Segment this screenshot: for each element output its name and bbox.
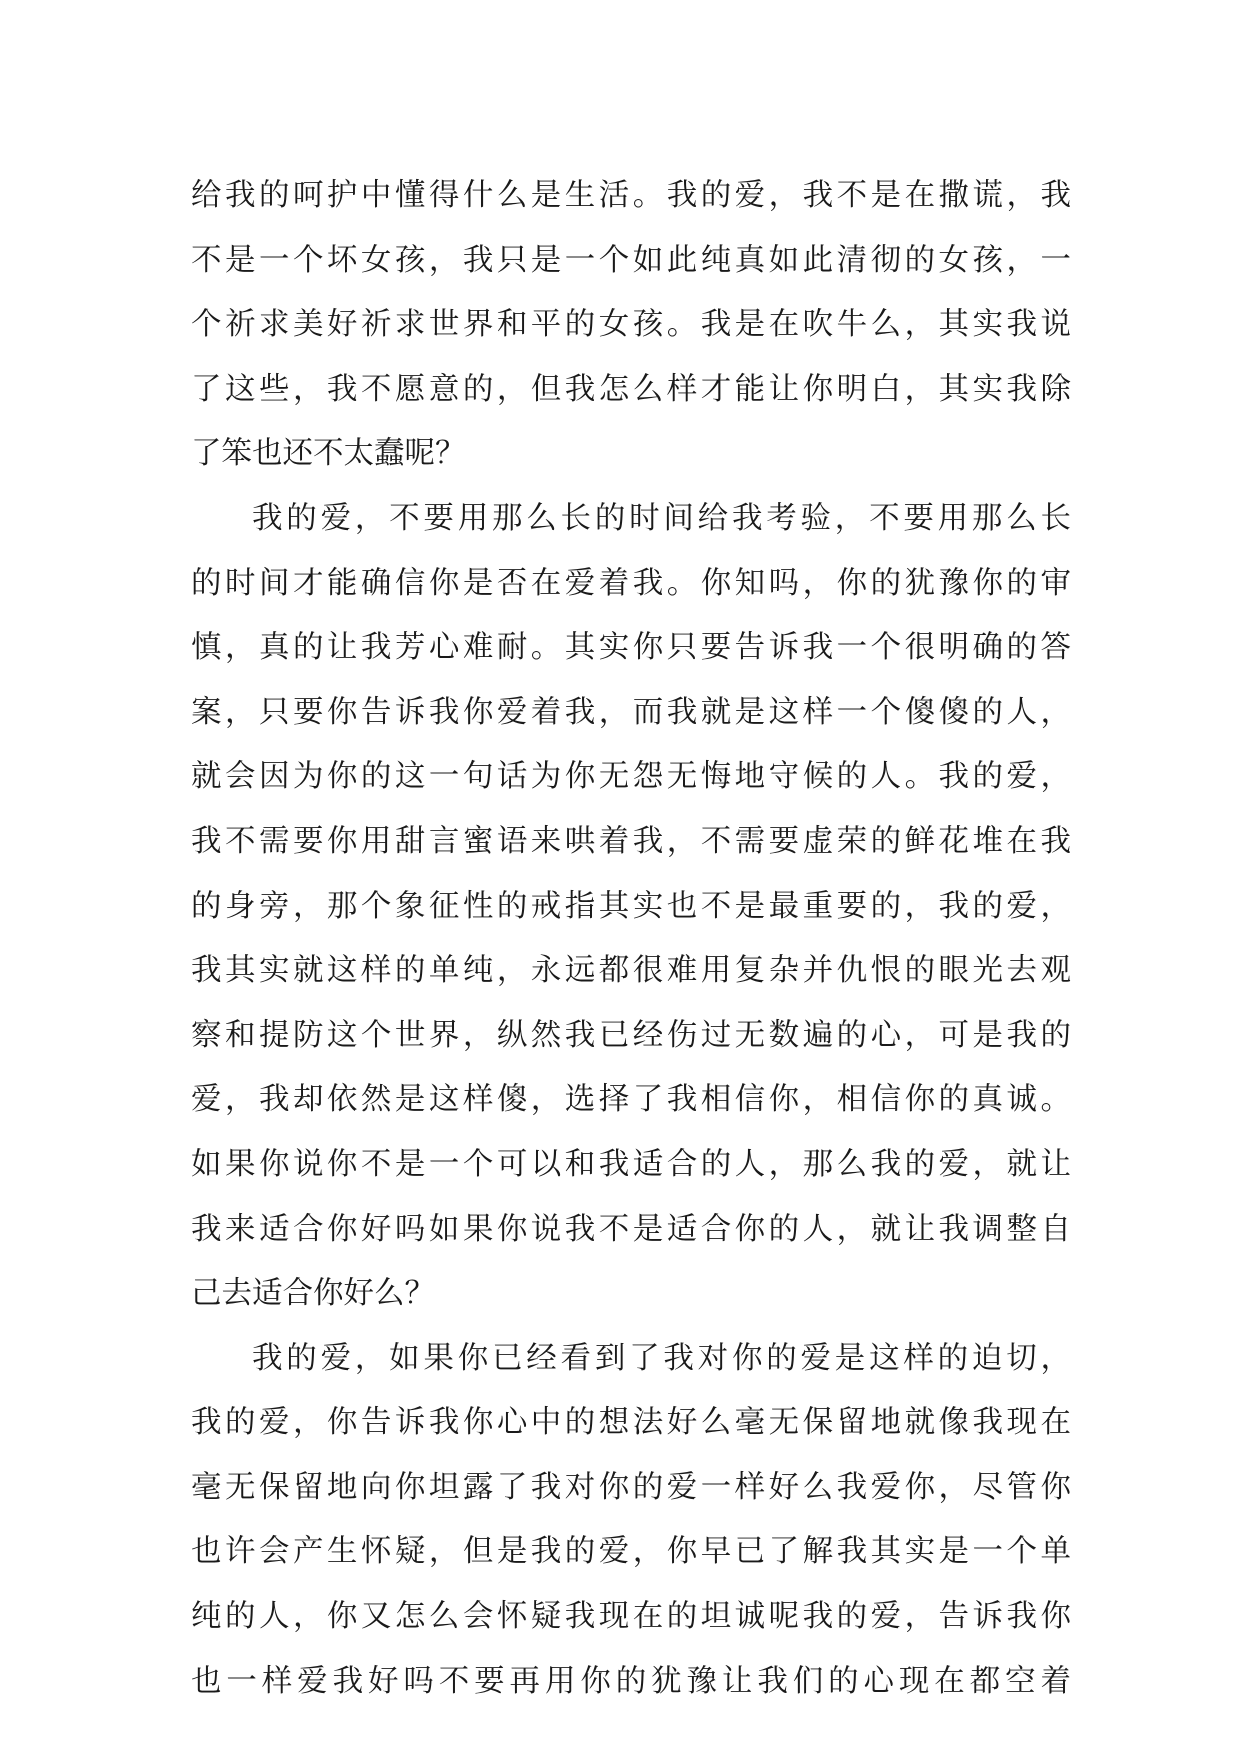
text-line: 了这些，我不愿意的，但我怎么样才能让你明白，其实我除 bbox=[191, 371, 1071, 407]
text-line: 给我的呵护中懂得什么是生活。我的爱，我不是在撒谎，我 bbox=[191, 178, 1071, 213]
text-line: 毫无保留地向你坦露了我对你的爱一样好么我爱你，尽管你 bbox=[191, 1469, 1071, 1505]
text-line: 我来适合你好吗如果你说我不是适合你的人，就让我调整自 bbox=[191, 1211, 1071, 1247]
text-line: 就会因为你的这一句话为你无怨无悔地守候的人。我的爱， bbox=[191, 759, 1071, 795]
body-text bbox=[191, 164, 1071, 1714]
text-line: 慎，真的让我芳心难耐。其实你只要告诉我一个很明确的答 bbox=[191, 630, 1071, 666]
text-line: 了笨也还不太蠢呢？ bbox=[191, 436, 466, 472]
text-line: 我的爱，如果你已经看到了我对你的爱是这样的迫切， bbox=[252, 1340, 1071, 1376]
text-line: 也许会产生怀疑，但是我的爱，你早已了解我其实是一个单 bbox=[191, 1534, 1071, 1570]
text-line: 也一样爱我好吗不要再用你的犹豫让我们的心现在都空着 bbox=[191, 1663, 1071, 1699]
text-line: 察和提防这个世界，纵然我已经伤过无数遍的心，可是我的 bbox=[191, 1017, 1071, 1053]
text-line: 我的爱，不要用那么长的时间给我考验，不要用那么长 bbox=[252, 500, 1071, 536]
text-line: 的身旁，那个象征性的戒指其实也不是最重要的，我的爱， bbox=[191, 888, 1071, 924]
text-line: 己去适合你好么？ bbox=[191, 1276, 435, 1312]
text-line: 个祈求美好祈求世界和平的女孩。我是在吹牛么，其实我说 bbox=[191, 307, 1071, 343]
text-line: 纯的人，你又怎么会怀疑我现在的坦诚呢我的爱，告诉我你 bbox=[191, 1599, 1071, 1635]
text-line: 我的爱，你告诉我你心中的想法好么毫无保留地就像我现在 bbox=[191, 1405, 1071, 1441]
text-line: 我其实就这样的单纯，永远都很难用复杂并仇恨的眼光去观 bbox=[191, 953, 1071, 989]
text-line: 案，只要你告诉我你爱着我，而我就是这样一个傻傻的人， bbox=[191, 694, 1071, 730]
text-line: 如果你说你不是一个可以和我适合的人，那么我的爱，就让 bbox=[191, 1146, 1071, 1182]
text-line: 不是一个坏女孩，我只是一个如此纯真如此清彻的女孩，一 bbox=[191, 242, 1071, 278]
text-line: 的时间才能确信你是否在爱着我。你知吗，你的犹豫你的审 bbox=[191, 565, 1071, 601]
text-line: 我不需要你用甜言蜜语来哄着我，不需要虚荣的鲜花堆在我 bbox=[191, 823, 1071, 859]
text-line: 爱，我却依然是这样傻，选择了我相信你，相信你的真诚。 bbox=[191, 1082, 1071, 1118]
